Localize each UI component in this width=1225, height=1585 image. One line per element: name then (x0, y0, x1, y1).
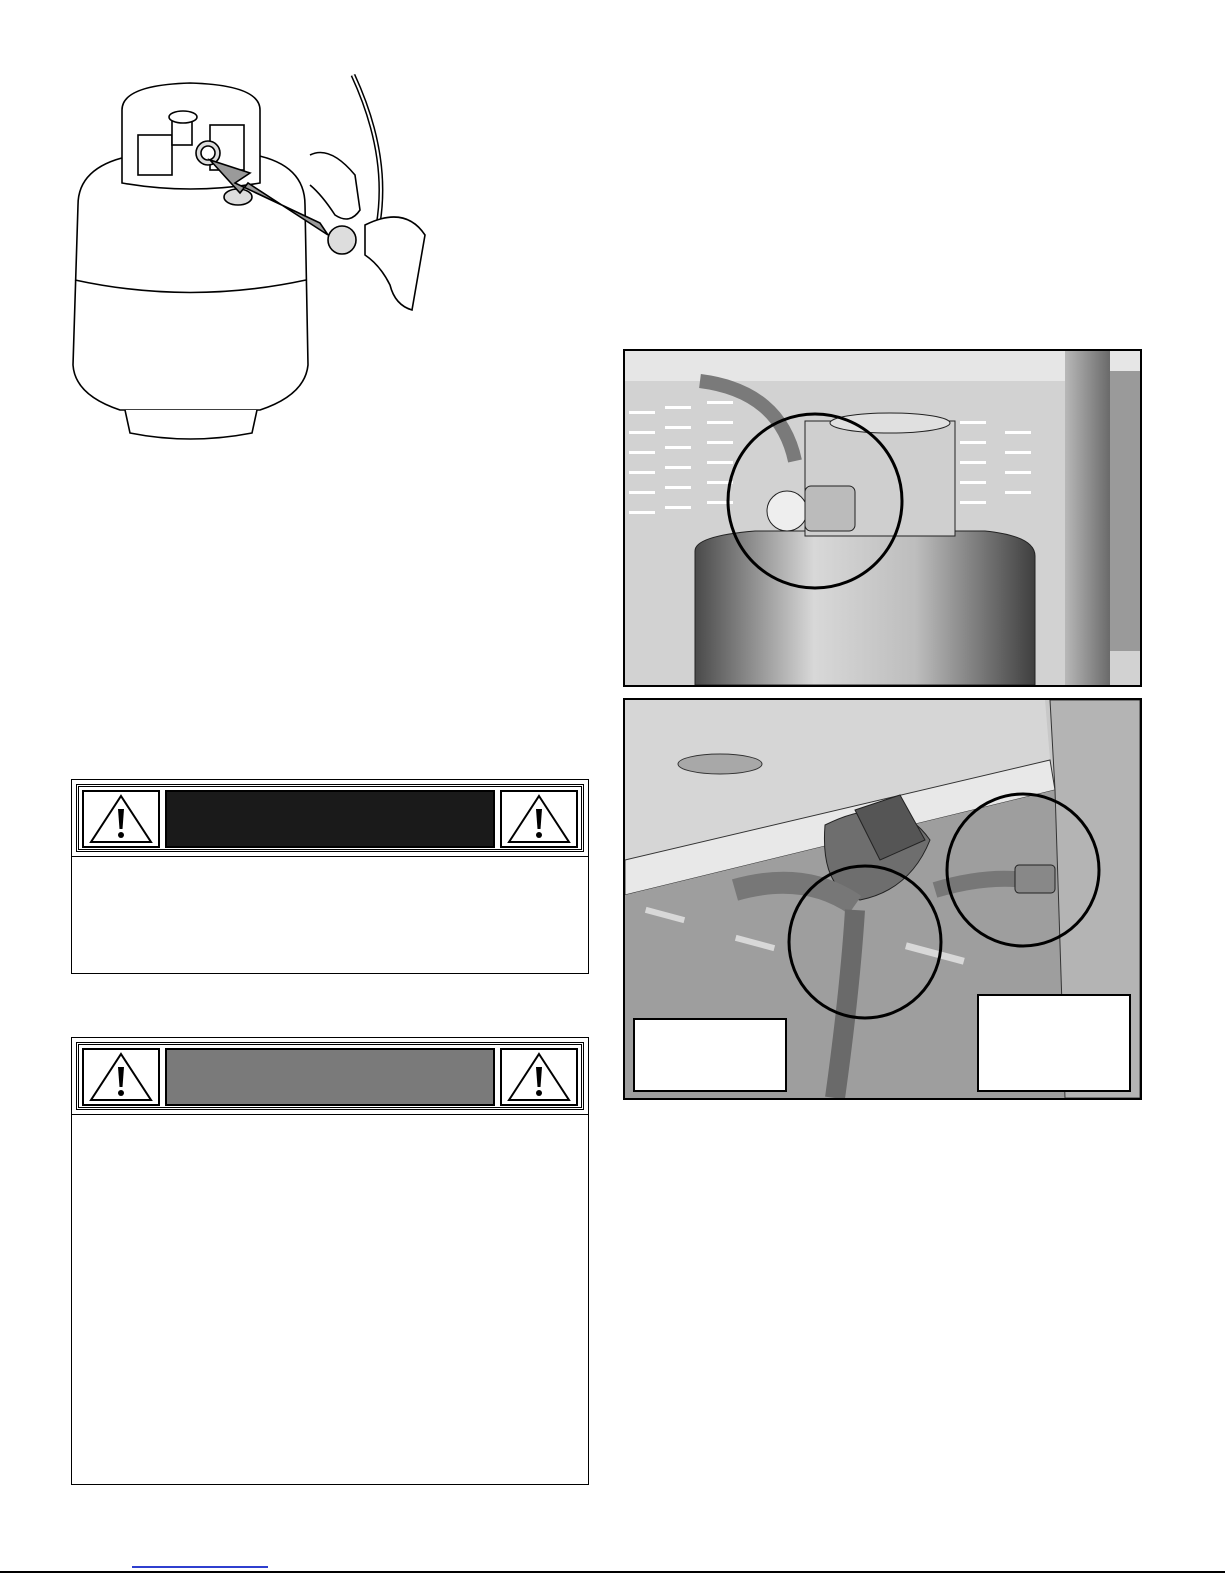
danger-body (72, 856, 588, 973)
caution-heading-bar (165, 1048, 495, 1106)
tank-installed-image (625, 351, 1140, 685)
exclamation-triangle-icon (88, 1051, 154, 1103)
warning-triangle-icon (82, 1048, 160, 1106)
exclamation-triangle-icon (506, 1051, 572, 1103)
tank-installed-photo (623, 349, 1142, 687)
hose-connections-photo (623, 698, 1142, 1100)
tank-connection-illustration (60, 65, 440, 450)
propane-tank-connect-illustration (60, 65, 440, 450)
footer-rule (0, 1571, 1225, 1573)
caution-body (72, 1114, 588, 1484)
exclamation-triangle-icon (506, 793, 572, 845)
caution-warning-header (76, 1042, 584, 1110)
danger-warning-box (71, 779, 589, 974)
callout-box-right (977, 994, 1131, 1092)
danger-heading-bar (165, 790, 495, 848)
warning-triangle-icon (82, 790, 160, 848)
warning-triangle-icon (500, 790, 578, 848)
callout-box-left (633, 1018, 787, 1092)
footer-link-underline[interactable] (132, 1566, 268, 1568)
caution-warning-box (71, 1037, 589, 1485)
warning-triangle-icon (500, 1048, 578, 1106)
danger-warning-header (76, 784, 584, 852)
exclamation-triangle-icon (88, 793, 154, 845)
